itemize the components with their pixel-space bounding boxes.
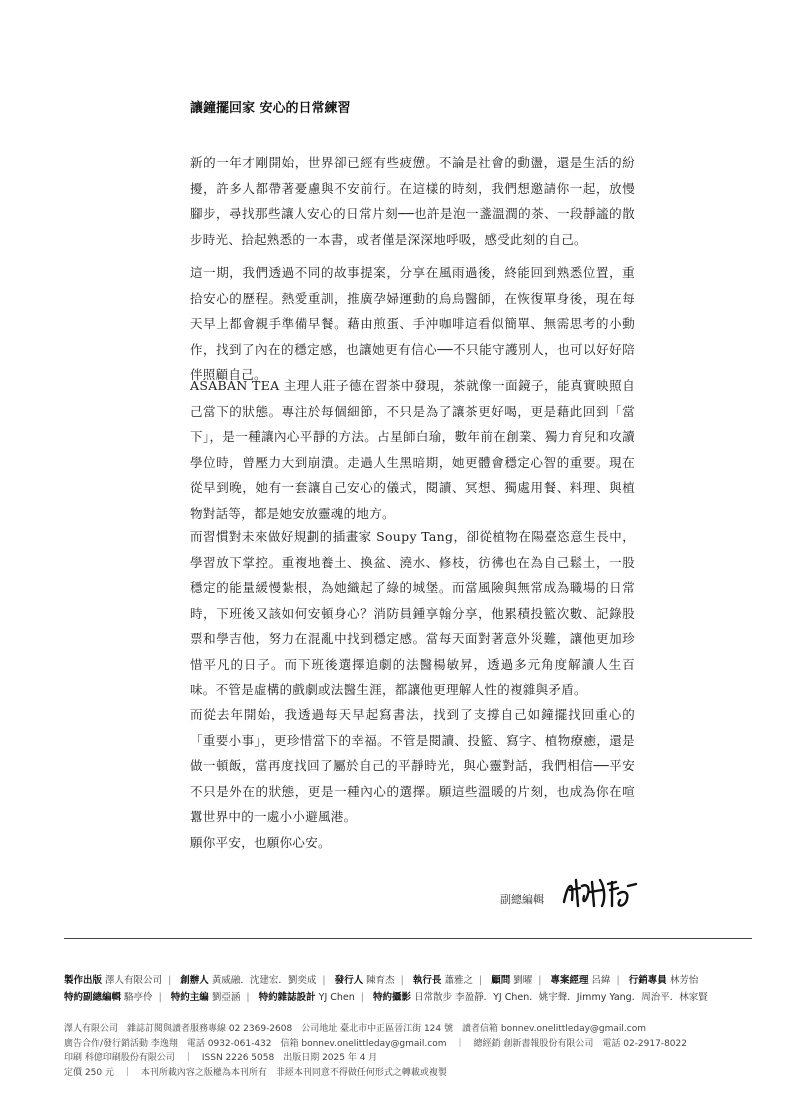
credit-role: 專案經理 — [550, 975, 589, 986]
handwritten-signature — [560, 872, 640, 912]
credit-name: 呂緯 — [591, 975, 611, 986]
paragraph-3: ASABAN TEA 主理人莊子德在習茶中發現，茶就像一面鏡子，能真實映照自己當下的狀態。專注於每個細節，不只是為了讓茶更好喝，更是藉此回到「當下」，是一種讓內心平靜的方法。占星師白瑜，數年前在創業、獨力育兒和攻讀學位時，曾壓力大到崩潰。走過人生黑暗期，她更體會穩定心智的重要。現在從早到晚，她有一套讓自己安心的儀式，閱讀、冥想、獨處用餐、料理、與植物對話等，都是她安放靈魂的地方。 — [190, 378, 635, 521]
info-line: 澤人有限公司 雜誌訂閱與讀者服務專線 02 2369-2608 公司地址 臺北市中正區晉江街 124 號 讀者信箱 bonnev.onelittleday@gmail.com — [64, 1024, 646, 1034]
credit-role: 發行人 — [334, 975, 364, 986]
info-line: 廣告合作/發行銷活動 李逸翔 電話 0932-061-432 信箱 bonnev.onelittleday@gmail.com ｜ 總經銷 創新書報股份有限公司 電話 02-2917-8022 — [64, 1038, 687, 1049]
credit-name: 陳育杰 — [366, 975, 395, 986]
credit-role: 顧問 — [491, 975, 511, 986]
credit-name: 蕭雅之 — [444, 975, 473, 986]
credit-name: 澤人有限公司 — [105, 975, 163, 986]
credit-name: 日常散步 李盈靜．YJ Chen．姚宇聲．Jimmy Yang．周治平．林家賢 — [414, 992, 708, 1003]
credit-role: 特約主編 — [170, 992, 209, 1003]
info-line: 印刷 科億印刷股份有限公司 ｜ ISSN 2226 5058 出版日期 2025 年 4 月 — [64, 1053, 378, 1063]
credit-name: 林芳怡 — [669, 975, 699, 986]
divider-line — [64, 938, 752, 939]
credit-role: 行銷專員 — [628, 975, 667, 986]
paragraph-4: 而習慣對未來做好規劃的插畫家 Soupy Tang，卻從植物在陽臺恣意生長中，學習放下掌控。重複地養土、換盆、澆水、修枝，彷彿也在為自己鬆土，一股穩定的能量緩慢紮根，為她織起了綠的城堡。而當風險與無常成為職場的日常時，下班後又該如何安頓身心？消防員鍾享翰分享，他累積投籃次數、記錄股票和學吉他，努力在混亂中找到穩定感。當每天面對著意外災難，讓他更加珍惜平凡的日子。而下班後選擇追劇的法醫楊敏昇，透過多元角度解讀人生百味。不管是虛構的戲劇或法醫生涯，都讓他更理解人性的複雜與矛盾。 — [190, 529, 635, 697]
paragraph-2: 這一期，我們透過不同的故事提案，分享在風雨過後，終能回到熟悉位置，重拾安心的歷程。熱愛重訓，推廣孕婦運動的烏烏醫師，在恢復單身後，現在每天早上都會親手準備早餐。藉由煎蛋、手沖咖啡這看似簡單、無需思考的小動作，找到了內在的穩定感，也讓她更有信心──不只能守護別人，也可以好好陪伴照顧自己。 — [190, 265, 635, 382]
credits-block — [64, 972, 754, 1006]
credit-role: 創辦人 — [180, 975, 209, 986]
signature-label: 副總編輯 — [500, 893, 544, 906]
credit-role: 特約副總編輯 — [64, 992, 122, 1003]
credit-name: YJ Chen — [318, 992, 355, 1003]
credits-line-2: 特約副總編輯 駱亭伶 | 特約主編 劉亞涵 | 特約雜誌設計 YJ Chen | 特約攝影 日常散步 李盈靜．YJ Chen．姚宇聲．Jimmy Yang．周治平．林家賢 — [64, 992, 708, 1003]
paragraph-1: 新的一年才剛開始，世界卻已經有些疲憊。不論是社會的動盪，還是生活的紛擾，許多人都帶著憂慮與不安前行。在這樣的時刻，我們想邀請你一起，放慢腳步，尋找那些讓人安心的日常片刻──也許是泡一盞溫潤的茶、一段靜謐的散步時光、拾起熟悉的一本書，或者僅是深深地呼吸，感受此刻的自己。 — [190, 155, 635, 247]
credit-role: 製作出版 — [64, 975, 103, 986]
publication-info — [64, 1022, 754, 1080]
credit-name: 劉亞涵 — [211, 992, 241, 1003]
credits-line-1: 製作出版 澤人有限公司 | 創辦人 黃威融．沈建宏．劉奕成 | 發行人 陳育杰 | 執行長 蕭雅之 | 顧問 劉曜 | 專案經理 呂緯 | 行銷專員 林芳怡 — [64, 975, 699, 986]
credit-name: 黃威融．沈建宏．劉奕成 — [211, 975, 317, 986]
credit-role: 特約雜誌設計 — [258, 992, 316, 1003]
paragraph-6: 願你平安，也願你心安。 — [190, 835, 331, 850]
credit-role: 特約攝影 — [373, 992, 412, 1003]
paragraph-5: 而從去年開始，我透過每天早起寫書法，找到了支撐自己如鐘擺找回重心的「重要小事」，更珍惜當下的幸福。不管是閱讀、投籃、寫字、植物療癒，還是做一頓飯，當再度找回了屬於自己的平靜時光，與心靈對話，我們相信──平安不只是外在的狀態，更是一種內心的選擇。願這些溫暖的片刻，也成為你在喧囂世界中的一處小小避風港。 — [190, 707, 635, 824]
credit-name: 劉曜 — [513, 975, 533, 986]
info-line: 定價 250 元 ｜ 本刊所載內容之版權為本刊所有 非經本刊同意不得做任何形式之轉載或複製 — [64, 1067, 447, 1078]
credit-role: 執行長 — [412, 975, 442, 986]
editorial-title: 讓鐘擺回家 安心的日常練習 — [190, 101, 351, 116]
credit-name: 駱亭伶 — [124, 992, 153, 1003]
